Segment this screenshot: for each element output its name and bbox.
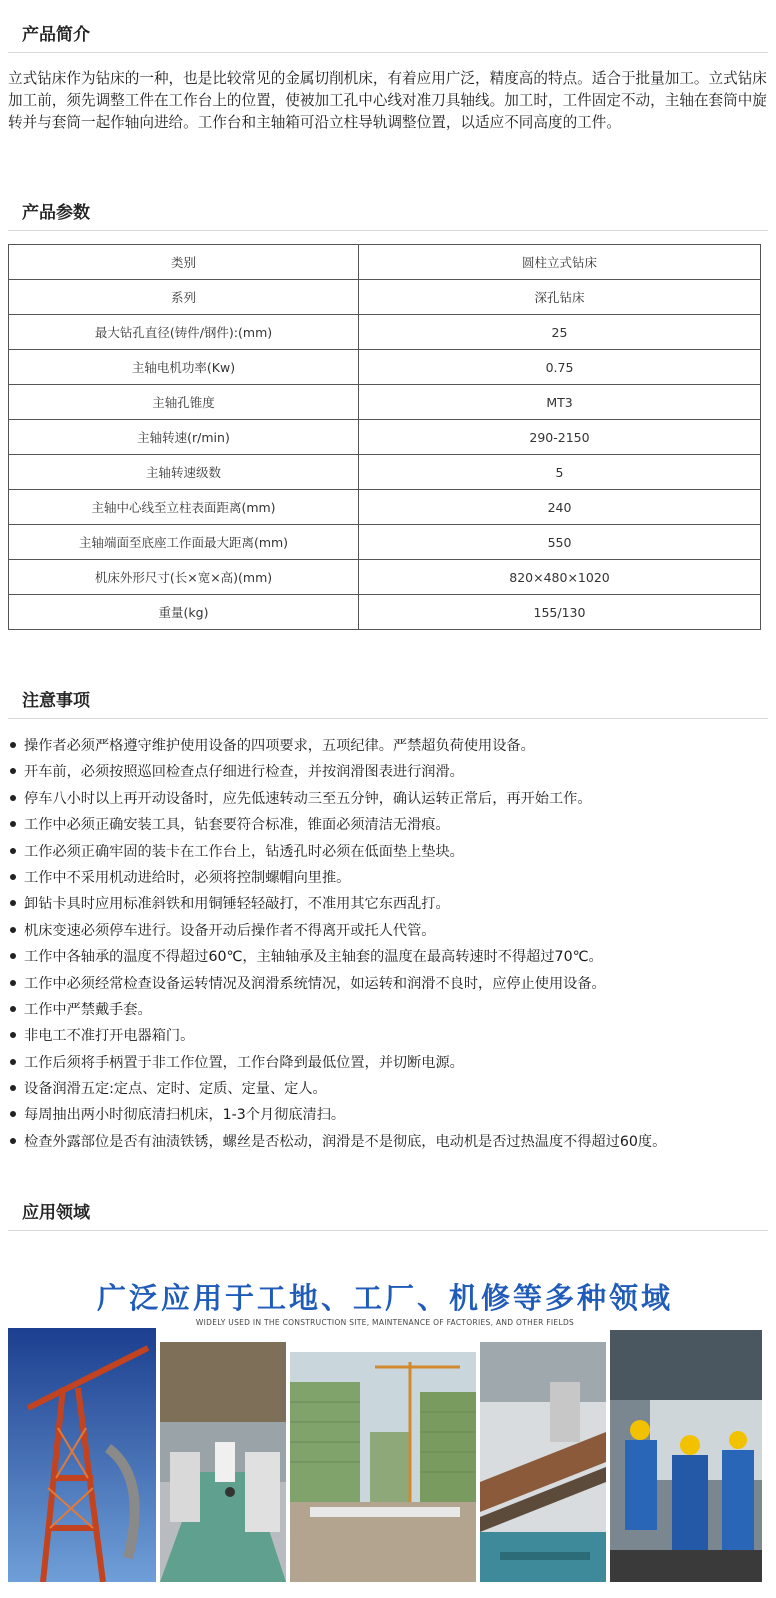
table-row bbox=[9, 595, 761, 630]
param-key: 主轴孔锥度 bbox=[9, 385, 359, 420]
bullet-icon bbox=[10, 742, 16, 748]
param-value: MT3 bbox=[359, 385, 761, 420]
list-item bbox=[8, 997, 770, 1023]
note-text: 开车前，必须按照巡回检查点仔细进行检查，并按润滑图表进行润滑。 bbox=[24, 764, 464, 781]
note-text: 工作中不采用机动进给时，必须将控制螺帽向里推。 bbox=[24, 869, 351, 886]
photo-production-line bbox=[480, 1342, 606, 1584]
apps-section-title: 应用领域 bbox=[22, 1203, 90, 1223]
table-row bbox=[9, 385, 761, 420]
bullet-icon bbox=[10, 900, 16, 906]
notes-section-header bbox=[8, 688, 768, 719]
list-item bbox=[8, 944, 770, 970]
bullet-icon bbox=[10, 821, 16, 827]
list-item bbox=[8, 1102, 770, 1128]
bullet-icon bbox=[10, 1138, 16, 1144]
list-item bbox=[8, 1050, 770, 1076]
bullet-icon bbox=[10, 874, 16, 880]
note-text: 工作中严禁戴手套。 bbox=[24, 1001, 152, 1018]
note-text: 工作中各轴承的温度不得超过60℃，主轴轴承及主轴套的温度在最高转速时不得超过70℃。 bbox=[24, 949, 603, 966]
param-key: 主轴转速(r/min) bbox=[9, 420, 359, 455]
bullet-icon bbox=[10, 1085, 16, 1091]
apps-section-header bbox=[8, 1200, 768, 1231]
list-item bbox=[8, 918, 770, 944]
param-value: 240 bbox=[359, 490, 761, 525]
note-text: 检查外露部位是否有油渍铁锈，螺丝是否松动，润滑是不是彻底，电动机是否过热温度不得超过60度。 bbox=[24, 1133, 667, 1150]
application-banner bbox=[8, 1238, 762, 1584]
note-text: 工作必须正确牢固的装卡在工作台上，钻透孔时必须在低面垫上垫块。 bbox=[24, 843, 464, 860]
bullet-icon bbox=[10, 927, 16, 933]
param-key: 类别 bbox=[9, 245, 359, 280]
note-text: 机床变速必须停车进行。设备开动后操作者不得离开或托人代管。 bbox=[24, 922, 436, 939]
list-item bbox=[8, 786, 770, 812]
param-key: 最大钻孔直径(铸件/钢件):(mm) bbox=[9, 315, 359, 350]
list-item bbox=[8, 1129, 770, 1155]
param-value: 深孔钻床 bbox=[359, 280, 761, 315]
list-item bbox=[8, 1076, 770, 1102]
table-row bbox=[9, 280, 761, 315]
bullet-icon bbox=[10, 1059, 16, 1065]
note-text: 工作后须将手柄置于非工作位置，工作台降到最低位置，并切断电源。 bbox=[24, 1054, 464, 1071]
param-value: 圆柱立式钻床 bbox=[359, 245, 761, 280]
notes-list bbox=[8, 733, 770, 1155]
bullet-icon bbox=[10, 1111, 16, 1117]
note-text: 每周抽出两小时彻底清扫机床，1-3个月彻底清扫。 bbox=[24, 1107, 346, 1124]
banner-title: 广泛应用于工地、工厂、机修等多种领域 bbox=[96, 1281, 673, 1315]
photo-construction-crane bbox=[8, 1328, 156, 1584]
list-item bbox=[8, 733, 770, 759]
banner-subtitle: WIDELY USED IN THE CONSTRUCTION SITE, MAINTENANCE OF FACTORIES, AND OTHER FIELDS bbox=[195, 1318, 575, 1327]
note-text: 操作者必须严格遵守维护使用设备的四项要求，五项纪律。严禁超负荷使用设备。 bbox=[24, 738, 535, 754]
param-value: 290-2150 bbox=[359, 420, 761, 455]
param-key: 主轴电机功率(Kw) bbox=[9, 350, 359, 385]
bullet-icon bbox=[10, 980, 16, 986]
param-value: 25 bbox=[359, 315, 761, 350]
list-item bbox=[8, 971, 770, 997]
param-value: 820×480×1020 bbox=[359, 560, 761, 595]
param-value: 5 bbox=[359, 455, 761, 490]
note-text: 工作中必须经常检查设备运转情况及润滑系统情况，如运转和润滑不良时，应停止使用设备。 bbox=[24, 975, 606, 992]
bullet-icon bbox=[10, 768, 16, 774]
bullet-icon bbox=[10, 1006, 16, 1012]
table-row bbox=[9, 315, 761, 350]
table-row bbox=[9, 560, 761, 595]
param-key: 主轴中心线至立柱表面距离(mm) bbox=[9, 490, 359, 525]
note-text: 设备润滑五定:定点、定时、定质、定量、定人。 bbox=[24, 1081, 327, 1098]
param-key: 主轴转速级数 bbox=[9, 455, 359, 490]
photo-workers-assembly bbox=[610, 1330, 762, 1584]
note-text: 非电工不准打开电器箱门。 bbox=[24, 1028, 195, 1045]
params-table bbox=[8, 244, 761, 630]
list-item bbox=[8, 812, 770, 838]
note-text: 卸钻卡具时应用标准斜铁和用铜锤轻轻敲打，不准用其它东西乱打。 bbox=[24, 896, 450, 913]
bullet-icon bbox=[10, 953, 16, 959]
param-value: 0.75 bbox=[359, 350, 761, 385]
table-row bbox=[9, 525, 761, 560]
table-row bbox=[9, 245, 761, 280]
list-item bbox=[8, 759, 770, 785]
photo-factory-interior bbox=[160, 1342, 286, 1584]
param-key: 机床外形尺寸(长×宽×高)(mm) bbox=[9, 560, 359, 595]
photo-building-site bbox=[290, 1352, 476, 1584]
bullet-icon bbox=[10, 1032, 16, 1038]
intro-paragraph: 立式钻床作为钻床的一种，也是比较常见的金属切削机床，有着应用广泛，精度高的特点。适合于批量加工。立式钻床加工前，须先调整工件在工作台上的位置，使被加工孔中心线对准刀具轴线。加工时，工件固定不动，主轴在套筒中旋转并与套筒一起作轴向进给。工作台和主轴箱可沿立柱导轨调整位置，以适应不同高度的工件。 bbox=[8, 70, 767, 131]
table-row bbox=[9, 420, 761, 455]
list-item bbox=[8, 839, 770, 865]
table-row bbox=[9, 490, 761, 525]
list-item bbox=[8, 1023, 770, 1049]
param-key: 系列 bbox=[9, 280, 359, 315]
param-value: 155/130 bbox=[359, 595, 761, 630]
note-text: 工作中必须正确安装工具，钻套要符合标准，锥面必须清洁无滑痕。 bbox=[24, 817, 450, 834]
param-value: 550 bbox=[359, 525, 761, 560]
bullet-icon bbox=[10, 795, 16, 801]
param-key: 重量(kg) bbox=[9, 595, 359, 630]
intro-section-title: 产品简介 bbox=[22, 25, 90, 45]
list-item bbox=[8, 865, 770, 891]
bullet-icon bbox=[10, 848, 16, 854]
notes-section-title: 注意事项 bbox=[22, 691, 90, 711]
table-row bbox=[9, 455, 761, 490]
params-section-title: 产品参数 bbox=[22, 203, 90, 223]
param-key: 主轴端面至底座工作面最大距离(mm) bbox=[9, 525, 359, 560]
note-text: 停车八小时以上再开动设备时，应先低速转动三至五分钟，确认运转正常后，再开始工作。 bbox=[24, 790, 592, 807]
intro-section-header bbox=[8, 22, 768, 53]
list-item bbox=[8, 891, 770, 917]
table-row bbox=[9, 350, 761, 385]
params-section-header bbox=[8, 200, 768, 231]
